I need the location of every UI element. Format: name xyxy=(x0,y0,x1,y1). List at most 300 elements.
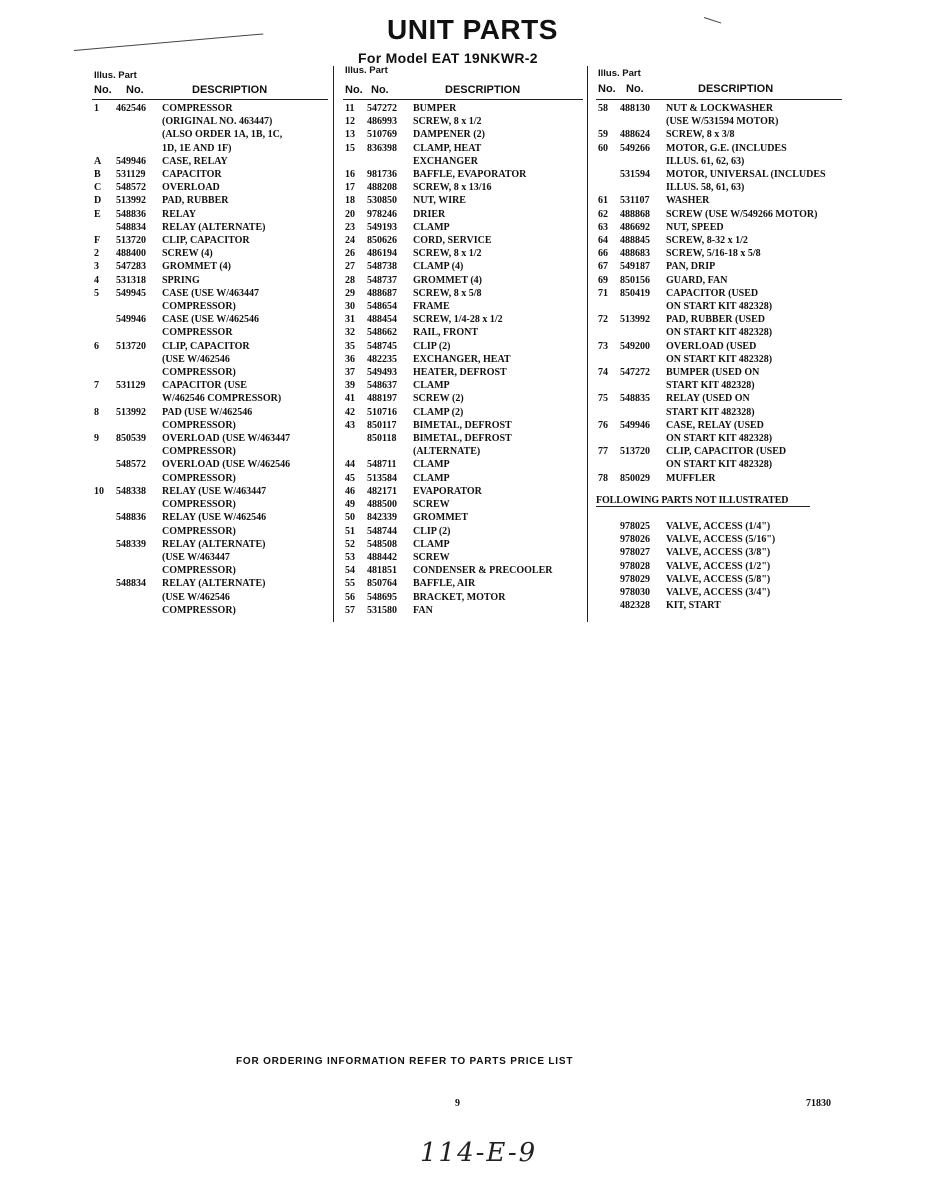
part-number: 978029 xyxy=(620,573,650,585)
illus-number: 66 xyxy=(598,248,608,260)
part-description: COMPRESSOR) xyxy=(162,499,236,511)
part-description: VALVE, ACCESS (1/4") xyxy=(666,521,771,532)
part-row xyxy=(343,564,583,577)
part-row xyxy=(343,142,583,155)
part-number: 513992 xyxy=(116,195,146,207)
part-number xyxy=(620,406,666,419)
illus-number xyxy=(596,115,620,128)
illus-number: 28 xyxy=(345,274,355,286)
part-description: EXCHANGER, HEAT xyxy=(413,353,511,365)
part-number xyxy=(620,155,666,168)
part-description: START KIT 482328) xyxy=(666,406,755,418)
illus-number: 41 xyxy=(345,393,355,405)
part-number xyxy=(116,498,162,511)
part-row xyxy=(92,300,328,313)
part-number: 488624 xyxy=(620,129,650,141)
part-row xyxy=(92,142,328,155)
part-number xyxy=(116,591,162,604)
part-number: 549946 xyxy=(620,419,650,431)
part-description: CLAMP, HEAT xyxy=(413,142,482,154)
part-row xyxy=(596,102,842,115)
part-row xyxy=(343,485,583,498)
part-row xyxy=(92,234,328,247)
part-description: 1D, 1E AND 1F) xyxy=(162,142,232,154)
part-row xyxy=(343,591,583,604)
part-description: CLIP, CAPACITOR xyxy=(162,235,250,247)
part-description: CLAMP xyxy=(413,380,450,392)
illus-number: B xyxy=(94,169,101,181)
part-number: 513992 xyxy=(116,406,146,418)
part-row xyxy=(596,260,842,273)
illus-number: 52 xyxy=(345,538,355,550)
part-number: 549945 xyxy=(116,287,146,299)
illus-number: 67 xyxy=(598,261,608,273)
part-description: FRAME xyxy=(413,301,450,313)
part-row xyxy=(343,194,583,207)
illus-number xyxy=(92,300,116,313)
part-number: 549193 xyxy=(367,221,397,233)
illus-number: 45 xyxy=(345,472,355,484)
illus-number: 26 xyxy=(345,248,355,260)
description-label: DESCRIPTION xyxy=(698,83,774,95)
part-number: 513720 xyxy=(620,446,650,458)
part-row xyxy=(596,128,842,141)
illus-number: 11 xyxy=(345,103,355,114)
part-row xyxy=(343,604,583,617)
part-description: SCREW, 8 x 5/8 xyxy=(413,287,482,299)
part-description: COMPRESSOR xyxy=(162,103,233,114)
part-number: 850419 xyxy=(620,287,650,299)
illus-number xyxy=(596,300,620,313)
part-row xyxy=(596,287,842,300)
illus-number: 78 xyxy=(598,472,608,484)
illus-number: 10 xyxy=(94,485,104,497)
part-number: 549266 xyxy=(620,142,650,154)
illus-label: Illus. Part xyxy=(345,65,388,76)
part-row xyxy=(343,181,583,194)
part-row xyxy=(343,168,583,181)
part-description: GROMMET (4) xyxy=(413,274,482,286)
part-number: 850626 xyxy=(367,235,397,247)
part-description: RELAY (USE W/462546 xyxy=(162,512,267,524)
part-description: OVERLOAD (USED xyxy=(666,340,757,352)
part-description: VALVE, ACCESS (3/8") xyxy=(666,547,771,559)
part-description: CASE, RELAY (USED xyxy=(666,419,764,431)
part-row xyxy=(596,181,842,194)
part-row xyxy=(596,406,842,419)
illus-number: 62 xyxy=(598,208,608,220)
part-number: 488687 xyxy=(367,287,397,299)
part-row xyxy=(343,458,583,471)
part-row xyxy=(596,326,842,339)
part-description: COMPRESSOR) xyxy=(162,446,236,458)
part-number xyxy=(116,366,162,379)
illus-number: 72 xyxy=(598,314,608,326)
part-row xyxy=(92,340,328,353)
part-row xyxy=(343,313,583,326)
part-row xyxy=(596,194,842,207)
part-number xyxy=(367,155,413,168)
illus-number: 12 xyxy=(345,116,355,128)
part-number: 481851 xyxy=(367,565,397,577)
part-number: 978246 xyxy=(367,208,397,220)
part-row xyxy=(343,445,583,458)
part-number: 531318 xyxy=(116,274,146,286)
part-row xyxy=(596,340,842,353)
part-row xyxy=(596,533,842,546)
part-description: RELAY (ALTERNATE) xyxy=(162,578,266,590)
part-description: SCREW xyxy=(413,499,450,511)
part-row xyxy=(343,247,583,260)
part-number: 462546 xyxy=(116,103,146,114)
part-description: CAPACITOR (USE xyxy=(162,380,247,392)
part-description: RELAY xyxy=(162,208,197,220)
column-divider xyxy=(587,66,588,622)
column-header xyxy=(92,66,328,100)
part-row xyxy=(596,155,842,168)
illus-number: A xyxy=(94,155,102,167)
scan-mark xyxy=(704,17,721,24)
part-description: BAFFLE, AIR xyxy=(413,578,476,590)
illus-number xyxy=(92,353,116,366)
part-row xyxy=(92,353,328,366)
part-row xyxy=(92,379,328,392)
part-number xyxy=(116,604,162,617)
part-number: 548662 xyxy=(367,327,397,339)
part-row xyxy=(92,538,328,551)
part-number: 482328 xyxy=(620,600,650,612)
part-description: SCREW, 8 x 1/2 xyxy=(413,116,482,128)
part-row xyxy=(92,115,328,128)
part-number: 488845 xyxy=(620,235,650,247)
illus-label: Illus. Part xyxy=(598,68,641,79)
part-number xyxy=(620,353,666,366)
description-label: DESCRIPTION xyxy=(192,84,268,96)
part-description: MOTOR, G.E. (INCLUDES xyxy=(666,142,787,154)
part-description: ON START KIT 482328) xyxy=(666,327,773,339)
illus-number: 18 xyxy=(345,195,355,207)
part-number xyxy=(116,551,162,564)
illus-number xyxy=(596,168,620,181)
part-number: 850117 xyxy=(367,419,397,431)
part-no-label: No. xyxy=(371,84,389,96)
part-description: SCREW, 8 x 1/2 xyxy=(413,248,482,260)
part-description: VALVE, ACCESS (1/2") xyxy=(666,560,771,572)
illus-number: 37 xyxy=(345,367,355,379)
part-number xyxy=(367,445,413,458)
part-number: 548508 xyxy=(367,538,397,550)
part-description: ON START KIT 482328) xyxy=(666,353,773,365)
part-description: MUFFLER xyxy=(666,472,716,484)
part-description: DRIER xyxy=(413,208,446,220)
part-number: 547283 xyxy=(116,261,146,273)
part-no-label: No. xyxy=(126,84,144,96)
part-row xyxy=(343,406,583,419)
illus-number: 46 xyxy=(345,485,355,497)
part-description: (USE W/462546 xyxy=(162,353,230,365)
part-row xyxy=(92,247,328,260)
part-description: CLAMP xyxy=(413,538,450,550)
illus-number: 60 xyxy=(598,142,608,154)
part-row xyxy=(596,599,842,612)
part-description: OVERLOAD (USE W/463447 xyxy=(162,433,291,445)
illus-no-label: No. xyxy=(94,84,112,96)
illus-number: 51 xyxy=(345,525,355,537)
part-description: SCREW (USE W/549266 MOTOR) xyxy=(666,208,818,220)
part-row xyxy=(92,498,328,511)
illus-number xyxy=(343,445,367,458)
part-number: 531594 xyxy=(620,169,650,181)
illus-number: 44 xyxy=(345,459,355,471)
illus-label: Illus. Part xyxy=(94,70,137,81)
part-description: CAPACITOR xyxy=(162,169,222,181)
illus-number: 54 xyxy=(345,565,355,577)
illus-number: 57 xyxy=(345,604,355,616)
illus-number xyxy=(92,458,116,471)
illus-number xyxy=(92,511,116,524)
part-number xyxy=(116,353,162,366)
part-no-label: No. xyxy=(626,83,644,95)
part-row xyxy=(596,247,842,260)
header-rule xyxy=(92,99,328,100)
part-description: ILLUS. 61, 62, 63) xyxy=(666,155,745,167)
part-row xyxy=(343,340,583,353)
part-row xyxy=(343,115,583,128)
part-number xyxy=(620,181,666,194)
part-row xyxy=(343,287,583,300)
illus-number xyxy=(596,326,620,339)
part-description: PAD, RUBBER (USED xyxy=(666,314,765,326)
illus-number: 56 xyxy=(345,591,355,603)
illus-number xyxy=(596,406,620,419)
parts-column-2 xyxy=(343,66,583,617)
part-row xyxy=(92,392,328,405)
illus-number: 58 xyxy=(598,103,608,114)
part-description: SCREW, 8 x 3/8 xyxy=(666,129,735,141)
part-description: GROMMET (4) xyxy=(162,261,231,273)
part-number: 549200 xyxy=(620,340,650,352)
part-row xyxy=(343,353,583,366)
part-row xyxy=(92,260,328,273)
illus-number: 20 xyxy=(345,208,355,220)
part-description: SCREW (2) xyxy=(413,393,464,405)
part-row xyxy=(343,419,583,432)
illus-number xyxy=(596,181,620,194)
column-divider xyxy=(333,66,334,622)
part-row xyxy=(596,546,842,559)
part-description: ON START KIT 482328) xyxy=(666,433,773,445)
illus-number: 49 xyxy=(345,499,355,511)
illus-number xyxy=(92,577,116,590)
illus-number: 9 xyxy=(94,433,99,445)
illus-number: 24 xyxy=(345,235,355,247)
part-row xyxy=(92,326,328,339)
illus-number: F xyxy=(94,235,101,247)
part-number xyxy=(116,419,162,432)
part-description: RELAY (ALTERNATE) xyxy=(162,538,266,550)
part-description: NUT, SPEED xyxy=(666,221,724,233)
illus-number: 31 xyxy=(345,314,355,326)
part-row xyxy=(596,472,842,485)
part-row xyxy=(596,300,842,313)
illus-number: 3 xyxy=(94,261,99,273)
illus-number: D xyxy=(94,195,102,207)
part-row xyxy=(92,208,328,221)
part-number: 548745 xyxy=(367,340,397,352)
part-number: 488868 xyxy=(620,208,650,220)
illus-number: 1 xyxy=(94,103,99,114)
illus-number xyxy=(92,604,116,617)
part-description: CLAMP (2) xyxy=(413,406,464,418)
illus-number: 4 xyxy=(94,274,99,286)
not-illustrated-list xyxy=(596,520,842,612)
part-row xyxy=(92,313,328,326)
illus-number xyxy=(92,419,116,432)
part-number: 850156 xyxy=(620,274,650,286)
part-description: RELAY (USED ON xyxy=(666,393,750,405)
illus-number: 16 xyxy=(345,169,355,181)
part-number: 836398 xyxy=(367,142,397,154)
part-row xyxy=(596,379,842,392)
part-number: 548695 xyxy=(367,591,397,603)
part-row xyxy=(343,128,583,141)
illus-number xyxy=(92,591,116,604)
part-row xyxy=(92,155,328,168)
part-row xyxy=(92,181,328,194)
part-number: 842339 xyxy=(367,512,397,524)
part-row xyxy=(343,102,583,115)
page-subtitle: For Model EAT 19NKWR-2 xyxy=(358,50,538,66)
part-description: VALVE, ACCESS (3/4") xyxy=(666,587,771,599)
part-row xyxy=(92,287,328,300)
part-number xyxy=(116,142,162,155)
illus-number: 43 xyxy=(345,419,355,431)
part-number xyxy=(116,472,162,485)
part-row xyxy=(596,520,842,533)
part-description: (USE W/531594 MOTOR) xyxy=(666,116,779,128)
part-description: HEATER, DEFROST xyxy=(413,367,507,379)
part-number: 549493 xyxy=(367,367,397,379)
illus-number: 15 xyxy=(345,142,355,154)
illus-number xyxy=(92,525,116,538)
column-header xyxy=(343,66,583,100)
part-row xyxy=(92,406,328,419)
part-row xyxy=(343,538,583,551)
part-row xyxy=(343,577,583,590)
part-description: BIMETAL, DEFROST xyxy=(413,419,512,431)
illus-number xyxy=(92,498,116,511)
illus-number: 50 xyxy=(345,512,355,524)
illus-number xyxy=(596,353,620,366)
part-number: 547272 xyxy=(367,103,397,114)
part-number: 513720 xyxy=(116,235,146,247)
header-rule xyxy=(343,99,583,100)
part-row xyxy=(92,564,328,577)
part-row xyxy=(343,432,583,445)
part-row xyxy=(596,115,842,128)
part-number: 978026 xyxy=(620,534,650,546)
part-description: COMPRESSOR) xyxy=(162,367,236,379)
part-number: 978028 xyxy=(620,560,650,572)
part-number: 548572 xyxy=(116,459,146,471)
illus-number xyxy=(596,560,620,573)
illus-number xyxy=(92,326,116,339)
part-number: 978025 xyxy=(620,521,650,532)
part-row xyxy=(596,458,842,471)
part-number xyxy=(116,326,162,339)
illus-number: 63 xyxy=(598,221,608,233)
part-row xyxy=(596,366,842,379)
part-row xyxy=(92,458,328,471)
part-number xyxy=(116,445,162,458)
part-description: COMPRESSOR) xyxy=(162,604,236,616)
part-description: RELAY (USE W/463447 xyxy=(162,485,267,497)
scan-mark xyxy=(74,33,263,51)
illus-number: 17 xyxy=(345,182,355,194)
part-number: 850118 xyxy=(367,433,397,445)
part-description: NUT & LOCKWASHER xyxy=(666,103,774,114)
part-description: BIMETAL, DEFROST xyxy=(413,433,512,445)
part-description: (USE W/462546 xyxy=(162,591,230,603)
part-number xyxy=(620,458,666,471)
part-row xyxy=(92,102,328,115)
part-row xyxy=(596,445,842,458)
part-description: FAN xyxy=(413,604,433,616)
part-description: SCREW, 8-32 x 1/2 xyxy=(666,235,748,247)
illus-number: C xyxy=(94,182,102,194)
illus-number: 53 xyxy=(345,551,355,563)
illus-no-label: No. xyxy=(345,84,363,96)
part-description: CLAMP xyxy=(413,459,450,471)
illus-number xyxy=(596,573,620,586)
illus-number xyxy=(596,586,620,599)
part-number xyxy=(116,564,162,577)
part-number: 548338 xyxy=(116,485,146,497)
part-description: MOTOR, UNIVERSAL (INCLUDES xyxy=(666,169,826,181)
part-row xyxy=(596,432,842,445)
part-description: ON START KIT 482328) xyxy=(666,459,773,471)
part-number: 531129 xyxy=(116,169,146,181)
illus-number xyxy=(92,392,116,405)
illus-number xyxy=(596,599,620,612)
part-row xyxy=(92,551,328,564)
illus-number: 13 xyxy=(345,129,355,141)
part-description: BRACKET, MOTOR xyxy=(413,591,506,603)
part-description: W/462546 COMPRESSOR) xyxy=(162,393,282,405)
part-row xyxy=(92,128,328,141)
part-description: VALVE, ACCESS (5/16") xyxy=(666,534,776,546)
illus-number xyxy=(92,564,116,577)
part-number: 510716 xyxy=(367,406,397,418)
part-description: COMPRESSOR) xyxy=(162,525,236,537)
part-description: (ALTERNATE) xyxy=(413,446,481,458)
part-description: COMPRESSOR) xyxy=(162,472,236,484)
part-row xyxy=(596,142,842,155)
document-code: 71830 xyxy=(806,1098,831,1109)
part-row xyxy=(92,485,328,498)
illus-number: 64 xyxy=(598,235,608,247)
illus-number: 35 xyxy=(345,340,355,352)
illus-number: 6 xyxy=(94,340,99,352)
part-row xyxy=(596,274,842,287)
part-number: 548836 xyxy=(116,512,146,524)
part-row xyxy=(596,392,842,405)
part-row xyxy=(596,313,842,326)
part-number: 548834 xyxy=(116,221,146,233)
part-number: 510769 xyxy=(367,129,397,141)
part-description: COMPRESSOR) xyxy=(162,565,236,577)
page-number: 9 xyxy=(455,1098,460,1109)
